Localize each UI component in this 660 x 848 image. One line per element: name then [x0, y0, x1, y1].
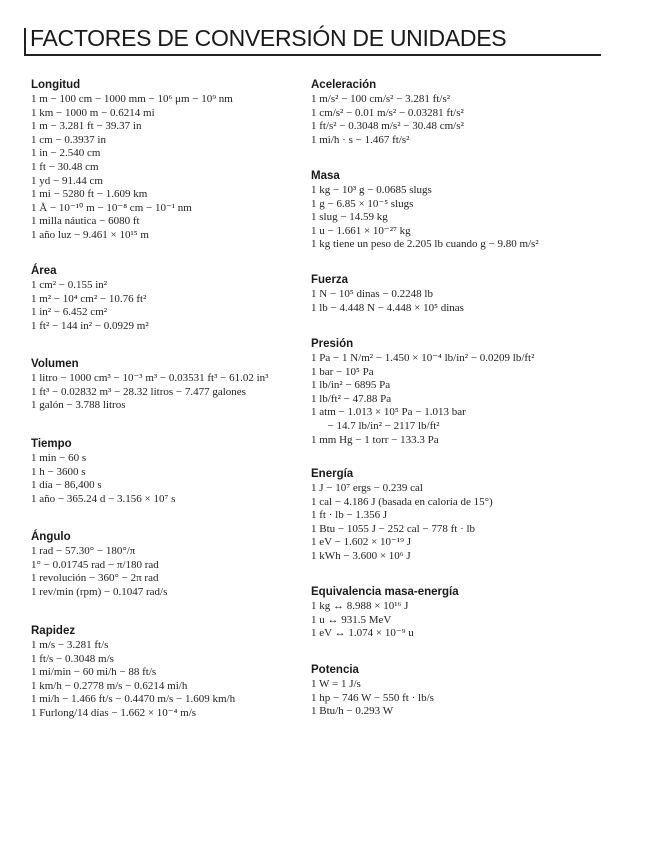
conversion-list	[311, 352, 534, 447]
conversion-line: 1 slug − 14.59 kg	[311, 211, 388, 224]
conversion-list	[31, 639, 235, 721]
section-masa	[311, 169, 539, 252]
conversion-line: 1 rev/min (rpm) − 0.1047 rad/s	[31, 585, 168, 598]
conversion-line: 1 cal − 4.186 J (basada en caloría de 15°)	[311, 495, 493, 508]
conversion-line: 1 kWh − 3.600 × 10⁶ J	[311, 549, 411, 562]
conversion-line: 1 revolución − 360° − 2π rad	[31, 572, 159, 585]
conversion-line: 1 m − 3.281 ft − 39.37 in	[31, 120, 142, 133]
section-energia	[311, 467, 493, 564]
conversion-line: 1 ft² − 144 in² − 0.0929 m²	[31, 319, 149, 332]
section-heading: Equivalencia masa-energía	[311, 586, 459, 598]
conversion-line: 1 in² − 6.452 cm²	[31, 306, 108, 319]
conversion-line: 1 lb/ft² − 47.88 Pa	[311, 392, 392, 405]
conversion-line: 1 lb/in² − 6895 Pa	[311, 379, 391, 392]
conversion-line: 1 hp − 746 W − 550 ft · lb/s	[311, 691, 434, 704]
section-heading: Longitud	[31, 79, 81, 91]
conversion-line: 1 J − 10⁷ ergs − 0.239 cal	[311, 482, 423, 494]
conversion-line: 1 W = 1 J/s	[311, 678, 361, 690]
conversion-line: 1 litro − 1000 cm³ − 10⁻³ m³ − 0.03531 ft³ − 61.02 in³	[31, 372, 269, 384]
conversion-line: 1 min − 60 s	[31, 452, 87, 464]
conversion-list	[311, 184, 539, 252]
conversion-line: 1 kg tiene un peso de 2.205 lb cuando g − 9.80 m/s²	[311, 238, 539, 251]
conversion-line: 1 m − 100 cm − 1000 mm − 10⁶ μm − 10⁹ nm	[31, 93, 233, 105]
conversion-line: 1 ft/s − 0.3048 m/s	[31, 652, 114, 665]
section-heading: Volumen	[31, 358, 79, 370]
conversion-list	[311, 678, 434, 719]
conversion-line: 1 Btu − 1055 J − 252 cal − 778 ft · lb	[311, 522, 476, 535]
conversion-line: 1 kg − 10³ g − 0.0685 slugs	[311, 184, 432, 196]
conversion-line: 1 g − 6.85 × 10⁻⁵ slugs	[311, 197, 414, 210]
conversion-line: 1 yd − 91.44 cm	[31, 174, 103, 187]
conversion-list	[31, 545, 167, 599]
section-heading: Área	[31, 265, 57, 277]
conversion-line: 1 cm − 0.3937 in	[31, 133, 106, 146]
conversion-line: 1 ft − 30.48 cm	[31, 160, 99, 173]
conversion-list	[311, 482, 493, 564]
section-heading: Ángulo	[31, 531, 71, 543]
conversion-line: 1 mi/h − 1.466 ft/s − 0.4470 m/s − 1.609 km/h	[31, 693, 236, 706]
conversion-line: 1 año luz − 9.461 × 10¹⁵ m	[31, 228, 149, 241]
conversion-line: 1 km − 1000 m − 0.6214 mi	[31, 106, 155, 119]
conversion-line: 1 rad − 57.30° − 180°/π	[31, 545, 136, 557]
section-area	[31, 264, 149, 333]
conversion-line: 1 mm Hg − 1 torr − 133.3 Pa	[311, 433, 439, 446]
conversion-line: 1 cm/s² − 0.01 m/s² − 0.03281 ft/s²	[311, 106, 464, 119]
conversion-line: 1 in − 2.540 cm	[31, 147, 101, 160]
conversion-list	[311, 600, 459, 641]
conversion-line: 1 año − 365.24 d − 3.156 × 10⁷ s	[31, 492, 176, 505]
section-heading: Masa	[311, 170, 340, 182]
conversion-line: 1 bar − 10⁵ Pa	[311, 365, 374, 378]
conversion-line: 1 u − 1.661 × 10⁻²⁷ kg	[311, 224, 411, 237]
section-angulo	[31, 530, 167, 599]
section-heading: Energía	[311, 468, 354, 480]
conversion-line: 1 mi − 5280 ft − 1.609 km	[31, 188, 148, 201]
section-equivalencia-masa-energia	[311, 585, 459, 641]
section-rapidez	[31, 624, 235, 721]
conversion-line: 1 día − 86,400 s	[31, 479, 102, 492]
conversion-line: 1 milla náutica − 6080 ft	[31, 215, 140, 228]
section-heading: Aceleración	[311, 79, 377, 91]
conversion-line: 1 m/s² − 100 cm/s² − 3.281 ft/s²	[311, 93, 451, 105]
conversion-line: 1 Btu/h − 0.293 W	[311, 705, 394, 718]
conversion-list	[311, 93, 464, 147]
conversion-list	[31, 372, 268, 413]
section-heading: Rapidez	[31, 625, 76, 637]
conversion-line: 1 km/h − 0.2778 m/s − 0.6214 mi/h	[31, 679, 188, 692]
section-tiempo	[31, 437, 175, 506]
conversion-list	[31, 452, 175, 506]
conversion-line: 1 mi/h · s − 1.467 ft/s²	[311, 133, 410, 146]
conversion-line: 1° − 0.01745 rad − π/180 rad	[31, 558, 159, 571]
conversion-line: 1 atm − 1.013 × 10⁵ Pa − 1.013 bar	[311, 406, 466, 419]
conversion-line: − 14.7 lb/in² − 2117 lb/ft²	[311, 419, 440, 432]
conversion-line: 1 lb − 4.448 N − 4.448 × 10⁵ dinas	[311, 301, 464, 314]
conversion-line: 1 mi/min − 60 mi/h − 88 ft/s	[31, 666, 157, 679]
conversion-line: 1 kg ↔ 8.988 × 10¹⁶ J	[311, 600, 409, 612]
conversion-line: 1 N − 10⁵ dinas − 0.2248 lb	[311, 288, 433, 300]
conversion-list	[31, 93, 233, 243]
section-heading: Potencia	[311, 664, 359, 676]
section-volumen	[31, 357, 268, 413]
page-title: FACTORES DE CONVERSIÓN DE UNIDADES	[30, 25, 507, 51]
conversion-line: 1 eV − 1.602 × 10⁻¹⁹ J	[311, 536, 412, 549]
conversion-line: 1 h − 3600 s	[31, 465, 86, 478]
conversion-line: 1 Pa − 1 N/m² − 1.450 × 10⁻⁴ lb/in² − 0.0209 lb/ft²	[311, 352, 535, 364]
section-fuerza	[311, 273, 464, 315]
section-aceleracion	[311, 78, 464, 147]
conversion-line: 1 eV ↔ 1.074 × 10⁻⁹ u	[311, 627, 414, 640]
conversion-line: 1 Furlong/14 días − 1.662 × 10⁻⁴ m/s	[31, 706, 197, 719]
section-heading: Fuerza	[311, 274, 349, 286]
conversion-list	[31, 279, 149, 333]
conversion-line: 1 cm² − 0.155 in²	[31, 279, 108, 291]
section-heading: Tiempo	[31, 438, 72, 450]
conversion-line: 1 m/s − 3.281 ft/s	[31, 639, 109, 651]
conversion-list	[311, 288, 464, 315]
conversion-line: 1 m² − 10⁴ cm² − 10.76 ft²	[31, 292, 147, 305]
conversion-line: 1 Å − 10⁻¹⁰ m − 10⁻⁸ cm − 10⁻¹ nm	[31, 201, 192, 214]
section-presion	[311, 337, 534, 447]
conversion-line: 1 galón − 3.788 litros	[31, 399, 126, 412]
section-heading: Presión	[311, 338, 354, 350]
section-potencia	[311, 663, 434, 719]
conversion-line: 1 ft/s² − 0.3048 m/s² − 30.48 cm/s²	[311, 120, 464, 133]
conversion-line: 1 ft³ − 0.02832 m³ − 28.32 litros − 7.477 galones	[31, 385, 246, 398]
conversion-line: 1 ft · lb − 1.356 J	[311, 509, 388, 522]
section-longitud	[31, 78, 233, 243]
conversion-line: 1 u ↔ 931.5 MeV	[311, 613, 392, 626]
